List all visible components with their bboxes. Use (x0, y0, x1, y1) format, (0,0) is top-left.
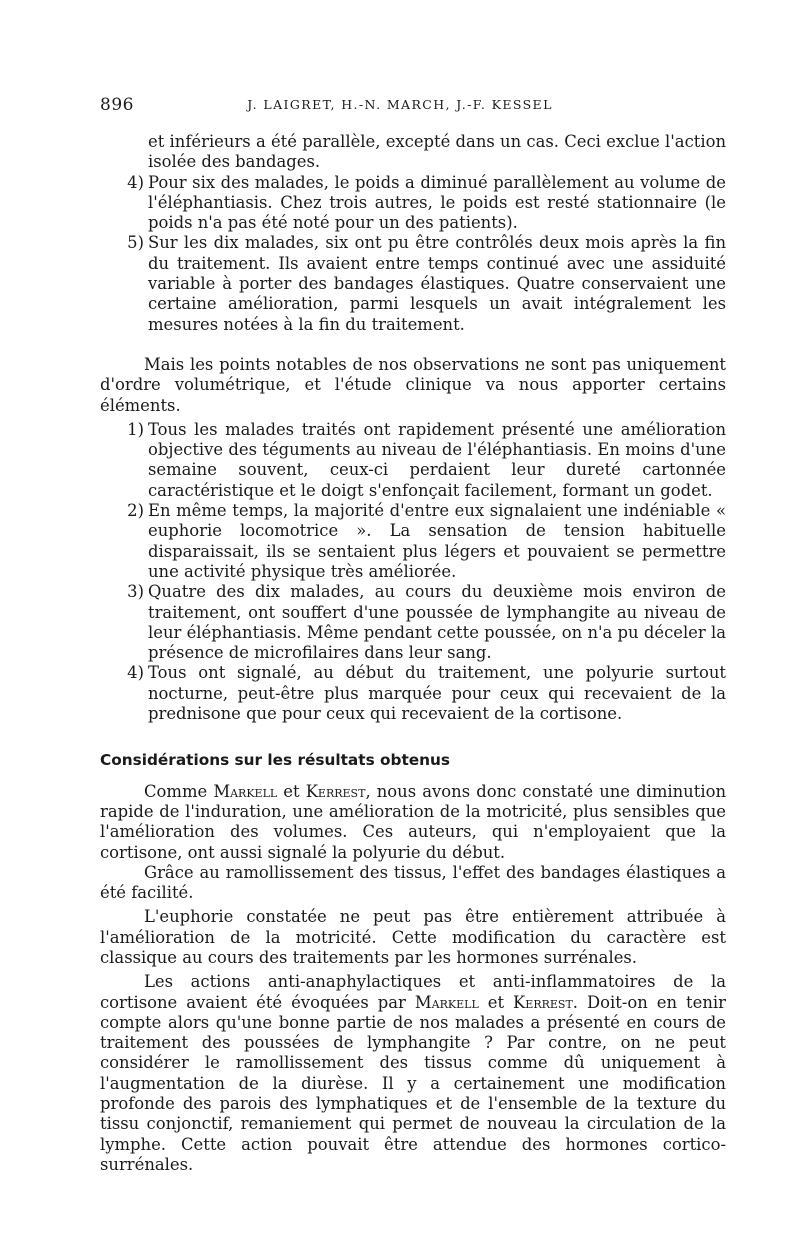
intro-paragraph: Mais les points notables de nos observations ne sont pas uniquement d'ordre volumétrique, et l'étude clinique va nous apporter certains éléments. (100, 354, 726, 415)
list-item-text: Tous les malades traités ont rapidement présenté une amélioration objective des téguments au niveau de l'éléphantiasis. En moins d'une semaine souvent, ceux-ci perdaient leur dureté cartonnée caractéristique et le doigt s'enfonçait facilement, formant un godet. (148, 419, 726, 500)
section-paragraph-1 (100, 782, 726, 863)
text-run: , nous avons donc constaté une diminution rapide de l'induration, une amélioration de la motricité, plus sensibles que l'amélioration des volumes. Ces auteurs, qui n'employaient que la cortisone, ont aussi signalé la polyurie du début. (100, 781, 726, 862)
list-item-number: 4) (127, 172, 144, 192)
author-name: Kerrest (513, 992, 573, 1012)
list-item (100, 501, 726, 582)
section-paragraph-2: Grâce au ramollissement des tissus, l'effet des bandages élastiques a été facilité. (100, 862, 726, 903)
section-paragraph-4 (100, 972, 726, 1175)
list-item (100, 582, 726, 663)
author-name: Kerrest (305, 781, 366, 801)
author-name: Markell (414, 992, 479, 1012)
list-item-number: 5) (127, 233, 144, 253)
author-name: Markell (213, 781, 278, 801)
article-body (100, 132, 726, 1175)
text-run: . Doit-on en tenir compte alors qu'une bonne partie de nos malades a présenté en cours de traitement des poussées de lymphangite ? Par contre, on ne peut considérer le ramollissement des tissus comme dû uniquement à l'augmentation de la diurèse. Il y a certainement une modification profonde des parois des lymphatiques et de l'ensemble de la texture du tissu conjonctif, remaniement qui permet de nouveau la circulation de la lymphe. Cette action pouvait être attendue des hormones cortico-surrénales. (100, 992, 726, 1174)
list-item (100, 173, 726, 234)
page-header (100, 95, 700, 119)
list-item-text: Tous ont signalé, au début du traitement, une polyurie surtout nocturne, peut-être plus marquée pour ceux qui recevaient de la prednisone que pour ceux qui recevaient de la cortisone. (148, 663, 726, 724)
section-paragraph-3: L'euphorie constatée ne peut pas être entièrement attribuée à l'amélioration de la motricité. Cette modification du caractère est classique au cours des traitements par les hormones surrénales. (100, 907, 726, 967)
text-run: et (277, 781, 306, 801)
text-run: et (478, 992, 514, 1012)
list-item-number: 3) (127, 582, 144, 602)
list-item-number: 4) (127, 663, 144, 683)
list-item-continuation (100, 132, 726, 173)
text-run: Les actions anti-anaphylactiques et anti-inflammatoires de la cortisone avaient été évoquées par (100, 972, 726, 1012)
list-item-number: 2) (127, 501, 144, 521)
list-item (100, 233, 726, 334)
text-run: Comme (144, 781, 214, 801)
page-number: 896 (100, 95, 134, 115)
list-item-text: Pour six des malades, le poids a diminué parallèlement au volume de l'éléphantiasis. Chez trois autres, le poids est resté stationnaire (le poids n'a pas été noté pour un des patients). (148, 172, 726, 233)
section-heading: Considérations sur les résultats obtenus (100, 751, 451, 770)
list-item (100, 420, 726, 501)
list-item-text: et inférieurs a été parallèle, excepté dans un cas. Ceci exclue l'action isolée des bandages. (148, 132, 726, 172)
list-item-text: En même temps, la majorité d'entre eux signalaient une indéniable « euphorie locomotrice ». La sensation de tension habituelle disparaissait, ils se sentaient plus légers et pouvaient se permettre une activité physique très améliorée. (148, 501, 726, 581)
running-head: J. LAIGRET, H.-N. MARCH, J.-F. KESSEL (247, 97, 553, 112)
list-item-text: Sur les dix malades, six ont pu être contrôlés deux mois après la fin du traitement. Ils avaient entre temps continué avec une assiduité variable à porter des bandages élastiques. Quatre conservaient une certaine amélioration, parmi lesquels un avait intégralement les mesures notées à la fin du traitement. (148, 233, 726, 334)
list-item-text: Quatre des dix malades, au cours du deuxième mois environ de traitement, ont souffert d'une poussée de lymphangite au niveau de leur éléphantiasis. Même pendant cette poussée, on n'a pu déceler la présence de microfilaires dans leur sang. (148, 582, 726, 663)
list-item (100, 663, 726, 724)
list-item-number: 1) (127, 419, 144, 439)
